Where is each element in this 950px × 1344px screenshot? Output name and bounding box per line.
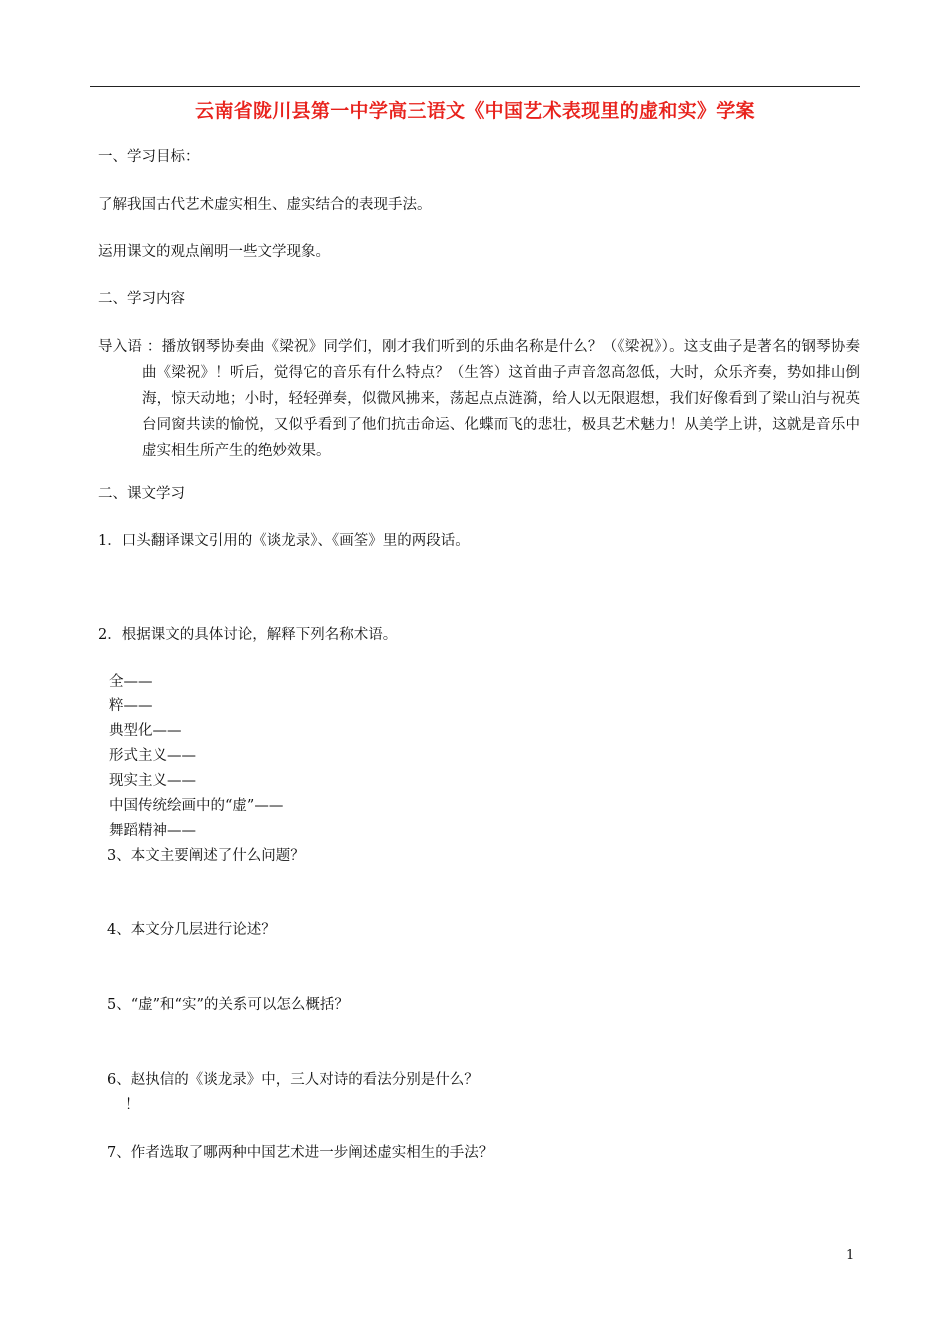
question-4: 4、本文分几层进行论述？ <box>107 922 276 938</box>
objective-1: 了解我国古代艺术虚实相生、虚实结合的表现手法。 <box>98 197 432 213</box>
term-item: 现实主义—— <box>109 773 196 789</box>
intro-paragraph: 导入语 ：播放钢琴协奏曲《梁祝》同学们，刚才我们听到的乐曲名称是什么？（《梁祝》）。这支曲子是著名的钢琴协奏曲《梁祝》！听后，觉得它的音乐有什么特点？（生答）这首曲子声音忽高忽低，大时，众乐齐奏，势如排山倒海，惊天动地；小时，轻轻弹奏，似微风拂来，荡起点点涟漪，给人以无限遐想，我们好像看到了梁山泊与祝英台同窗共读的愉悦，又似乎看到了他们抗击命运、化蝶而飞的悲壮，极具艺术魅力！从美学上讲，这就是音乐中虚实相生所产生的绝妙效果。 <box>98 339 860 459</box>
section-heading-objectives: 一、学习目标： <box>98 149 200 165</box>
term-item: 粹—— <box>109 698 153 714</box>
document-title: 云南省陇川县第一中学高三语文《中国艺术表现里的虚和实》学案 <box>195 100 755 122</box>
term-item: 舞蹈精神—— <box>109 823 196 839</box>
objective-2: 运用课文的观点阐明一些文学现象。 <box>98 244 330 260</box>
question-5: 5、“虚”和“实”的关系可以怎么概括？ <box>107 997 349 1013</box>
question-7: 7、作者选取了哪两种中国艺术进一步阐述虚实相生的手法？ <box>107 1145 494 1161</box>
page-number: 1 <box>846 1248 855 1263</box>
question-6-mark: ！ <box>125 1097 140 1113</box>
term-item: 全—— <box>109 674 153 690</box>
question-3: 3、本文主要阐述了什么问题？ <box>107 848 305 864</box>
section-heading-content: 二、学习内容 <box>98 291 185 307</box>
term-item: 形式主义—— <box>109 748 196 764</box>
term-item: 典型化—— <box>109 723 182 739</box>
header-rule <box>90 86 860 87</box>
section-heading-text-study: 二、课文学习 <box>98 486 185 502</box>
question-2: 2．根据课文的具体讨论，解释下列名称术语。 <box>98 627 398 643</box>
question-1: 1．口头翻译课文引用的《谈龙录》、《画筌》里的两段话。 <box>98 533 470 549</box>
question-6: 6、赵执信的《谈龙录》中，三人对诗的看法分别是什么？ <box>107 1072 479 1088</box>
term-item: 中国传统绘画中的“虚”—— <box>109 798 284 814</box>
